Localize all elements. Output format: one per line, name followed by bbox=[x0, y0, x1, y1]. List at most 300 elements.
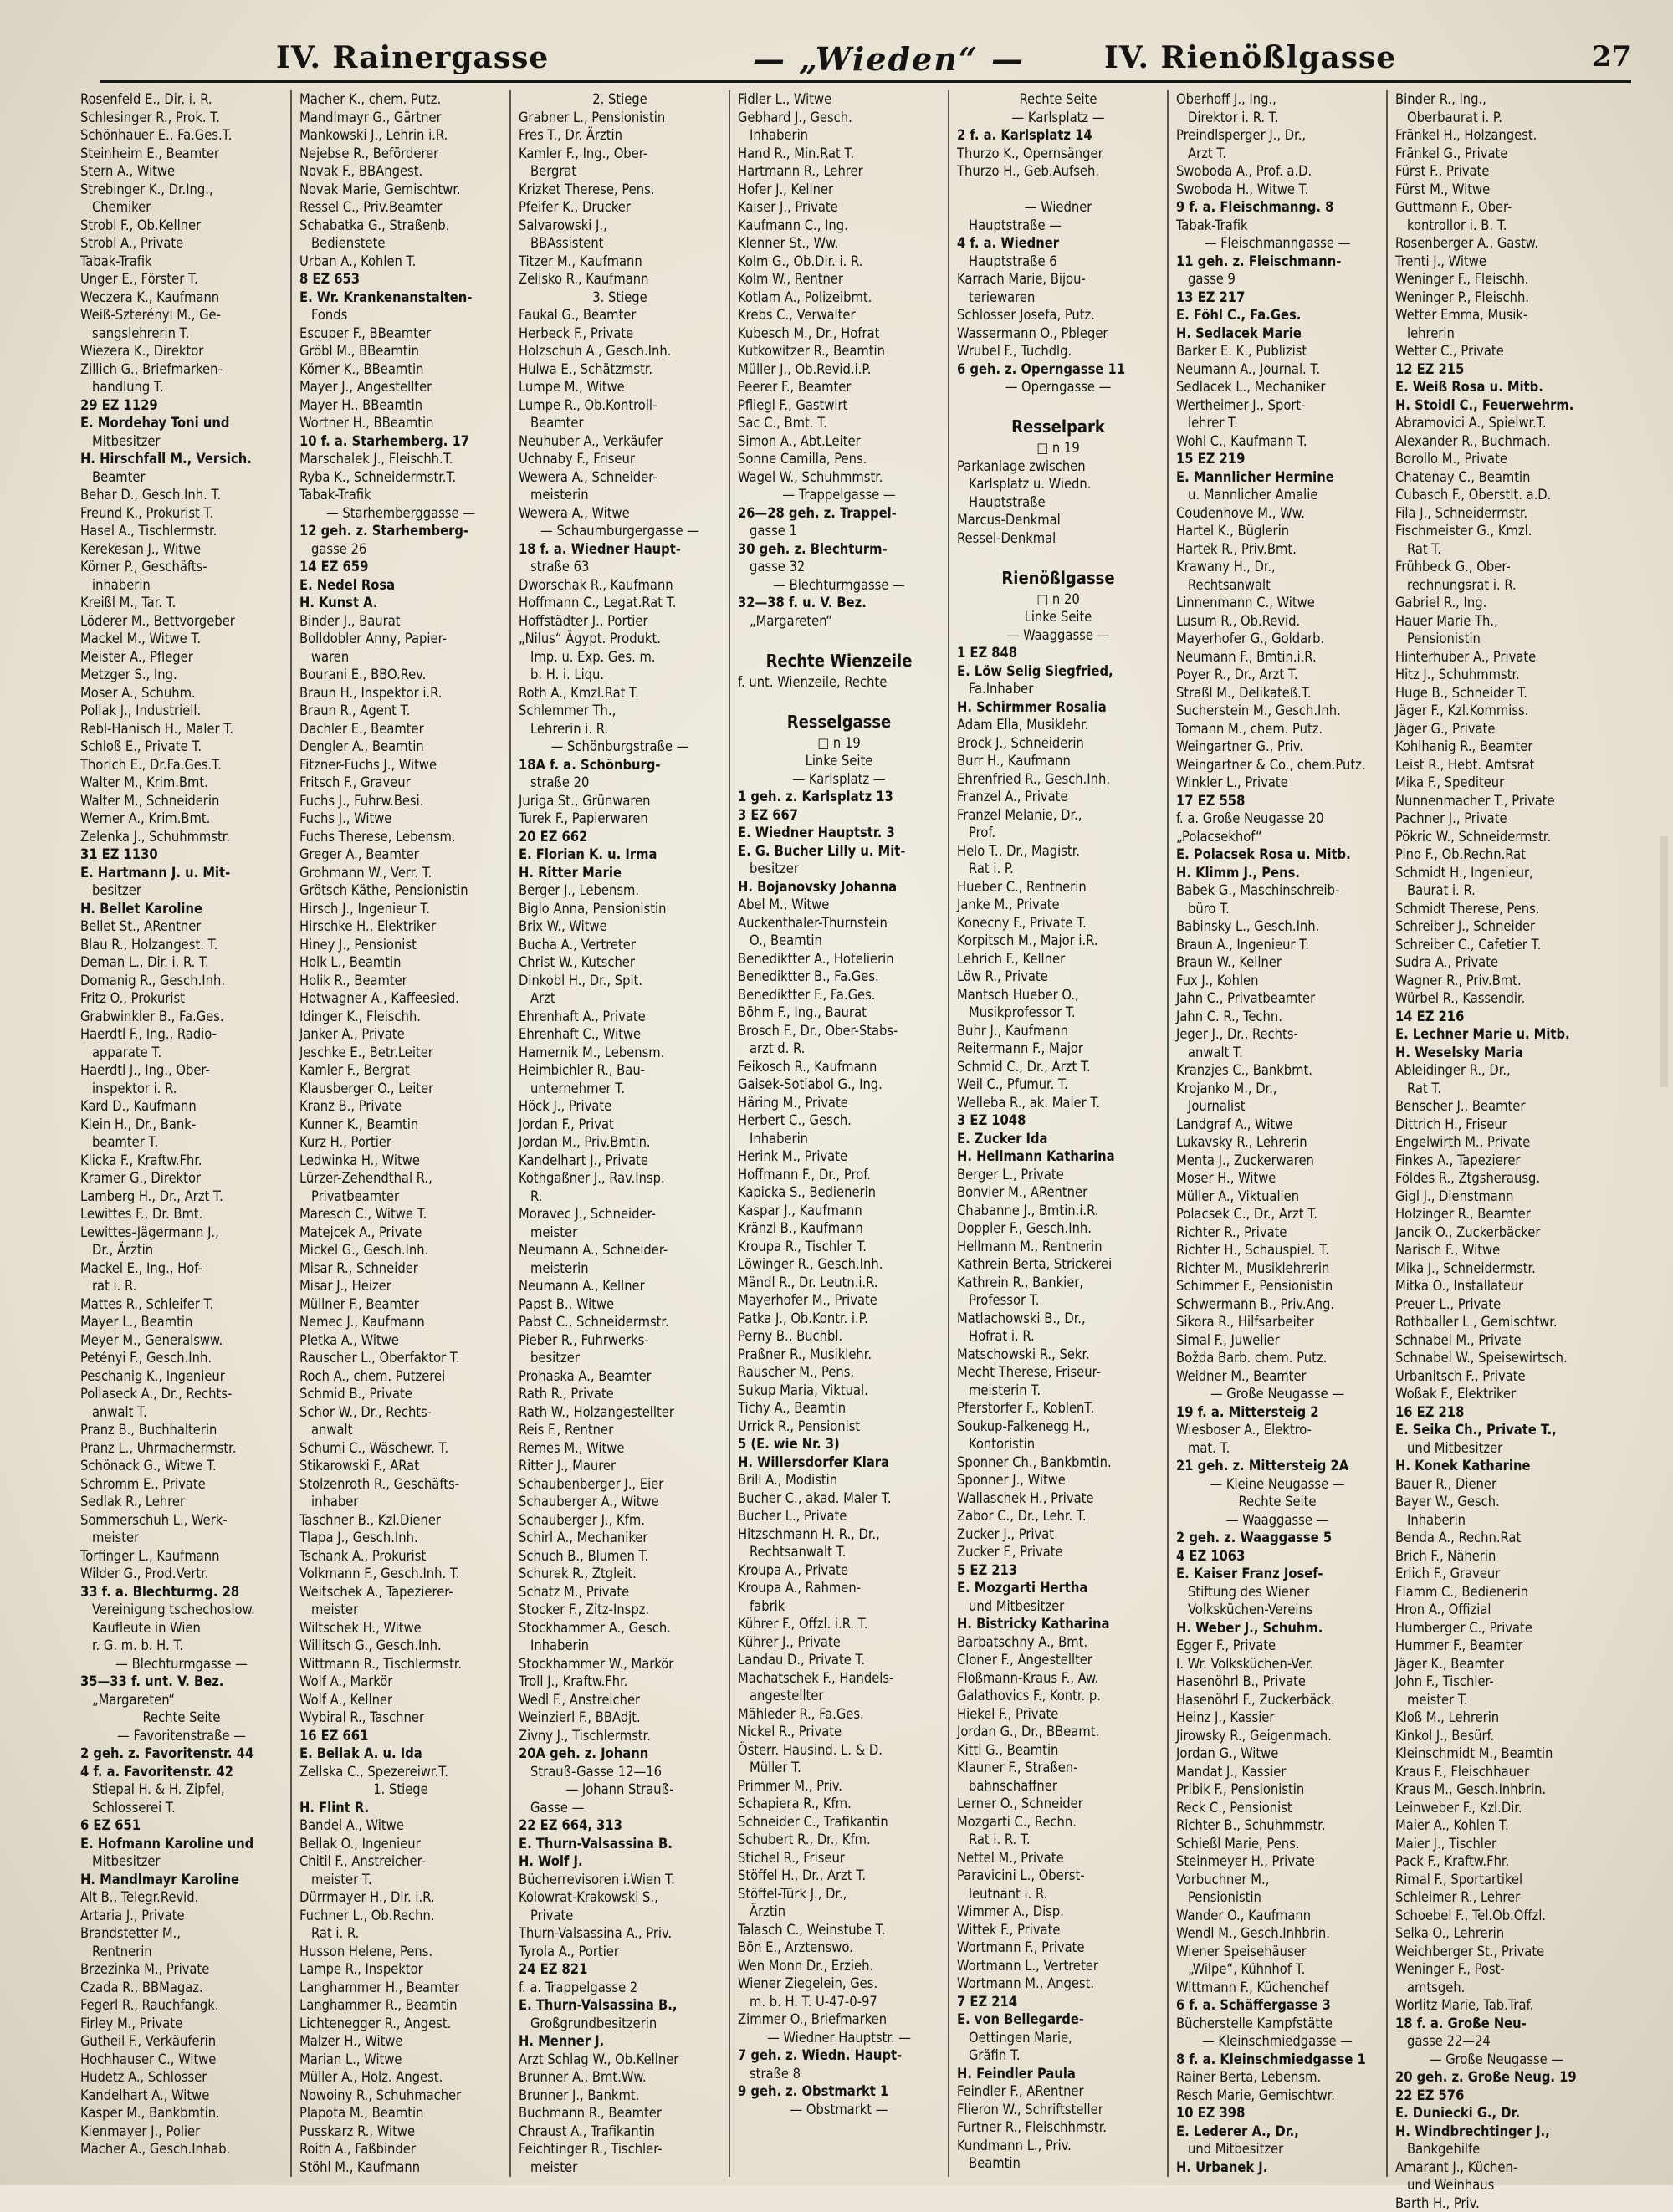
directory-line: f. a. Trappelgasse 2 bbox=[519, 1979, 721, 1997]
directory-line: 10 EZ 398 bbox=[1176, 2104, 1379, 2123]
directory-line: Pfeifer K., Drucker bbox=[519, 198, 721, 217]
directory-line: H. Weselsky Maria bbox=[1395, 1044, 1598, 1062]
directory-line: Simal F., Juwelier bbox=[1176, 1331, 1379, 1350]
directory-line: Sucherstein M., Gesch.Inh. bbox=[1176, 702, 1379, 720]
directory-line: gasse 1 bbox=[738, 522, 940, 540]
directory-line: Wittmann R., Tischlermstr. bbox=[299, 1655, 502, 1673]
directory-line: 32—38 f. u. V. Bez. bbox=[738, 594, 940, 612]
directory-line: E. Polacsek Rosa u. Mitb. bbox=[1176, 845, 1379, 864]
directory-line: Faukal G., Beamter bbox=[519, 306, 721, 324]
directory-line: — Blechturmgasse — bbox=[80, 1655, 283, 1673]
directory-line: Troll J., Kraftw.Fhr. bbox=[519, 1673, 721, 1691]
directory-line: Woßak F., Elektriker bbox=[1395, 1385, 1598, 1403]
directory-line: gasse 9 bbox=[1176, 270, 1379, 289]
directory-line: Lumpe M., Witwe bbox=[519, 378, 721, 396]
directory-line: 7 geh. z. Wiedn. Haupt- bbox=[738, 2046, 940, 2065]
directory-line: H. Wolf J. bbox=[519, 1852, 721, 1871]
directory-line: — Fleischmanngasse — bbox=[1176, 234, 1379, 253]
directory-line: Tabak-Trafik bbox=[1176, 217, 1379, 235]
directory-line: Binder R., Ing., bbox=[1395, 90, 1598, 109]
directory-line: Wolf A., Kellner bbox=[299, 1691, 502, 1709]
directory-line: E. Mozgarti Hertha bbox=[957, 1579, 1159, 1597]
directory-line: Cloner F., Angestellter bbox=[957, 1651, 1159, 1669]
directory-line: H. Flint R. bbox=[299, 1799, 502, 1817]
directory-line: Wittmann F., Küchenchef bbox=[1176, 1979, 1379, 1997]
directory-line: Wendl M., Gesch.Inhbrin. bbox=[1176, 1924, 1379, 1943]
directory-line: Vereinigung tschechoslow. bbox=[80, 1601, 283, 1619]
directory-line: Mayer J., Angestellter bbox=[299, 378, 502, 396]
directory-line: Mitbesitzer bbox=[80, 1852, 283, 1871]
directory-line: Journalist bbox=[1176, 1097, 1379, 1116]
directory-line: Jahn C., Privatbeamter bbox=[1176, 989, 1379, 1008]
directory-line: Richter R., Private bbox=[1176, 1223, 1379, 1242]
directory-line: Gabriel R., Ing. bbox=[1395, 594, 1598, 612]
directory-line: E. Mordehay Toni und bbox=[80, 414, 283, 432]
directory-line: Swoboda H., Witwe T. bbox=[1176, 181, 1379, 199]
directory-line: Barker E. K., Publizist bbox=[1176, 342, 1379, 360]
directory-line: Hartmann R., Lehrer bbox=[738, 162, 940, 181]
directory-line: Schauberger A., Witwe bbox=[519, 1493, 721, 1511]
directory-line: Pferstorfer F., KoblenT. bbox=[957, 1399, 1159, 1418]
directory-line: Schlosserei T. bbox=[80, 1799, 283, 1817]
directory-line: E. Lechner Marie u. Mitb. bbox=[1395, 1025, 1598, 1044]
directory-line: Kunner K., Beamtin bbox=[299, 1116, 502, 1134]
directory-line: Worlitz Marie, Tab.Traf. bbox=[1395, 1996, 1598, 2015]
directory-line: Sudra A., Private bbox=[1395, 953, 1598, 972]
directory-line: Jirowsky R., Geigenmach. bbox=[1176, 1727, 1379, 1745]
directory-line: Buchmann R., Beamter bbox=[519, 2104, 721, 2123]
directory-line: Pusskarz R., Witwe bbox=[299, 2123, 502, 2141]
directory-line: H. Mandlmayr Karoline bbox=[80, 1871, 283, 1889]
directory-line: Kamler F., Bergrat bbox=[299, 1061, 502, 1080]
directory-line: Zabor C., Dr., Lehr. T. bbox=[957, 1507, 1159, 1525]
directory-line: amtsgeh. bbox=[1395, 1979, 1598, 1997]
directory-line: Neumann F., Bmtin.i.R. bbox=[1176, 648, 1379, 667]
directory-line: Schleimer R., Lehrer bbox=[1395, 1888, 1598, 1907]
directory-line: und Mitbesitzer bbox=[1395, 1439, 1598, 1458]
directory-line: Artaria J., Private bbox=[80, 1907, 283, 1925]
directory-line: Matlachowski B., Dr., bbox=[957, 1310, 1159, 1328]
directory-line: Schor W., Dr., Rechts- bbox=[299, 1403, 502, 1422]
directory-line: Ritter J., Maurer bbox=[519, 1457, 721, 1475]
directory-line: Berger J., Lebensm. bbox=[519, 881, 721, 900]
directory-line: 35—33 f. unt. V. Bez. bbox=[80, 1673, 283, 1691]
directory-columns bbox=[80, 90, 1640, 2177]
directory-line: Kathrein R., Bankier, bbox=[957, 1274, 1159, 1292]
directory-line: Schönhauer E., Fa.Ges.T. bbox=[80, 126, 283, 145]
directory-line: Christ W., Kutscher bbox=[519, 953, 721, 972]
directory-line: Rainer Berta, Lebensm. bbox=[1176, 2068, 1379, 2087]
directory-line: Franzel A., Private bbox=[957, 788, 1159, 806]
directory-line: Stiepal H. & H. Zipfel, bbox=[80, 1780, 283, 1799]
directory-line: Reck C., Pensionist bbox=[1176, 1799, 1379, 1817]
directory-line: Meister A., Pfleger bbox=[80, 648, 283, 667]
directory-line: Kramer G., Direktor bbox=[80, 1169, 283, 1188]
directory-line: Kotlam A., Polizeibmt. bbox=[738, 289, 940, 307]
directory-line: H. Urbanek J. bbox=[1176, 2158, 1379, 2177]
directory-line: Pökric W., Schneidermstr. bbox=[1395, 828, 1598, 846]
directory-line: Thurn-Valsassina A., Priv. bbox=[519, 1924, 721, 1943]
directory-line: Braun A., Ingenieur T. bbox=[1176, 936, 1379, 954]
directory-line: Ryba K., Schneidermstr.T. bbox=[299, 468, 502, 487]
directory-line: Torfinger L., Kaufmann bbox=[80, 1547, 283, 1566]
directory-line: Kothgaßner J., Rav.Insp. bbox=[519, 1169, 721, 1188]
directory-line: Kienmayer J., Polier bbox=[80, 2123, 283, 2141]
directory-line: und Mitbesitzer bbox=[957, 1597, 1159, 1616]
directory-line: Pieber R., Fuhrwerks- bbox=[519, 1331, 721, 1350]
directory-line: Fitzner-Fuchs J., Witwe bbox=[299, 756, 502, 774]
directory-line: Kaiser J., Private bbox=[738, 198, 940, 217]
directory-line: 29 EZ 1129 bbox=[80, 396, 283, 415]
directory-line: Maier A., Kohlen T. bbox=[1395, 1816, 1598, 1835]
directory-line: Dittrich H., Friseur bbox=[1395, 1116, 1598, 1134]
directory-line: Maier J., Tischler bbox=[1395, 1835, 1598, 1853]
directory-line: Pranz L., Uhrmachermstr. bbox=[80, 1439, 283, 1458]
directory-line: Leinweber F., Kzl.Dir. bbox=[1395, 1799, 1598, 1817]
header-district: — „Wieden“ — bbox=[753, 40, 1025, 78]
directory-line: Mika J., Schneidermstr. bbox=[1395, 1259, 1598, 1278]
directory-line: Fuchner L., Ob.Rechn. bbox=[299, 1907, 502, 1925]
directory-line: Resselpark bbox=[957, 414, 1159, 439]
directory-line: Heimbichler R., Bau- bbox=[519, 1061, 721, 1080]
directory-line: Hauptstraße 6 bbox=[957, 253, 1159, 271]
directory-line: E. Bellak A. u. Ida bbox=[299, 1745, 502, 1763]
directory-line: Fidler L., Witwe bbox=[738, 90, 940, 109]
directory-line: anwalt T. bbox=[80, 1403, 283, 1422]
directory-line: E. Zucker Ida bbox=[957, 1130, 1159, 1148]
directory-line: und Mitbesitzer bbox=[1176, 2140, 1379, 2158]
directory-line: Hasenöhrl F., Zuckerbäck. bbox=[1176, 1691, 1379, 1709]
directory-line: Holzinger R., Beamter bbox=[1395, 1205, 1598, 1223]
directory-line: arzt d. R. bbox=[738, 1040, 940, 1058]
directory-line: Kard D., Kaufmann bbox=[80, 1097, 283, 1116]
directory-line: Schuch B., Blumen T. bbox=[519, 1547, 721, 1566]
directory-line: H. Schirmmer Rosalia bbox=[957, 698, 1159, 717]
directory-line: H. Menner J. bbox=[519, 2032, 721, 2051]
directory-line: fabrik bbox=[738, 1597, 940, 1616]
directory-line: Chatenay C., Beamtin bbox=[1395, 468, 1598, 487]
directory-line: „Polacsekhof“ bbox=[1176, 828, 1379, 846]
directory-line: Sikora R., Hilfsarbeiter bbox=[1176, 1313, 1379, 1331]
directory-line: Kerekesan J., Witwe bbox=[80, 540, 283, 559]
directory-line: 6 geh. z. Operngasse 11 bbox=[957, 360, 1159, 379]
directory-line: Furtner R., Fleischhmstr. bbox=[957, 2118, 1159, 2137]
directory-line: Mozgarti C., Rechn. bbox=[957, 1813, 1159, 1831]
directory-line: Lehrich F., Kellner bbox=[957, 950, 1159, 968]
directory-line: Hauptstraße — bbox=[957, 217, 1159, 235]
directory-line: Chemiker bbox=[80, 198, 283, 217]
directory-line: „Margareten“ bbox=[738, 612, 940, 631]
directory-line: Hand R., Min.Rat T. bbox=[738, 145, 940, 163]
directory-line: Praßner R., Musiklehr. bbox=[738, 1346, 940, 1364]
directory-line: Stern A., Witwe bbox=[80, 162, 283, 181]
directory-line: Haerdtl F., Ing., Radio- bbox=[80, 1025, 283, 1044]
directory-line: Egger F., Private bbox=[1176, 1637, 1379, 1655]
directory-line: Coudenhove M., Ww. bbox=[1176, 504, 1379, 523]
directory-line: Schlosser Josefa, Putz. bbox=[957, 306, 1159, 324]
directory-line: Rothballer L., Gemischtwr. bbox=[1395, 1313, 1598, 1331]
directory-line: Tichy A., Beamtin bbox=[738, 1399, 940, 1418]
directory-line: H. Kunst A. bbox=[299, 594, 502, 612]
directory-line: Schimmer F., Pensionistin bbox=[1176, 1277, 1379, 1295]
directory-line: Schumi C., Wäschewr. T. bbox=[299, 1439, 502, 1458]
directory-line: Preindlsperger J., Dr., bbox=[1176, 126, 1379, 145]
directory-line: Mattes R., Schleifer T. bbox=[80, 1295, 283, 1314]
directory-line: Schönack G., Witwe T. bbox=[80, 1457, 283, 1475]
directory-line: r. G. m. b. H. T. bbox=[80, 1637, 283, 1655]
directory-line: Lumpe R., Ob.Kontroll- bbox=[519, 396, 721, 415]
directory-line: Matschowski R., Sekr. bbox=[957, 1346, 1159, 1364]
directory-line: Wortmann F., Private bbox=[957, 1939, 1159, 1957]
directory-line: H. Klimm J., Pens. bbox=[1176, 864, 1379, 882]
directory-line: Lerner O., Schneider bbox=[957, 1795, 1159, 1813]
directory-line: R. bbox=[519, 1188, 721, 1206]
directory-line: — Karlsplatz — bbox=[957, 109, 1159, 127]
directory-line: Stiftung des Wiener bbox=[1176, 1583, 1379, 1602]
directory-line: Pack F., Kraftw.Fhr. bbox=[1395, 1852, 1598, 1871]
directory-line: besitzer bbox=[519, 1349, 721, 1367]
directory-line bbox=[957, 396, 1159, 415]
directory-line: Prof. bbox=[957, 824, 1159, 842]
directory-line: Rechtsanwalt T. bbox=[738, 1543, 940, 1561]
directory-line: Jäger F., Kzl.Kommiss. bbox=[1395, 702, 1598, 720]
directory-line: Tschank A., Prokurist bbox=[299, 1547, 502, 1566]
directory-line: Pensionistin bbox=[1176, 1888, 1379, 1907]
directory-line: Humberger C., Private bbox=[1395, 1619, 1598, 1637]
directory-line: Weidner M., Beamter bbox=[1176, 1367, 1379, 1386]
column-2 bbox=[299, 90, 502, 2177]
directory-line: Fischmeister G., Kmzl. bbox=[1395, 522, 1598, 540]
directory-line: besitzer bbox=[80, 881, 283, 900]
directory-line: Schwermann B., Priv.Ang. bbox=[1176, 1295, 1379, 1314]
directory-line: Schmid C., Dr., Arzt T. bbox=[957, 1058, 1159, 1076]
directory-line: Linke Seite bbox=[738, 752, 940, 770]
directory-line: Häring M., Private bbox=[738, 1094, 940, 1112]
directory-line: anwalt T. bbox=[1176, 1044, 1379, 1062]
directory-line: Stockhammer W., Markör bbox=[519, 1655, 721, 1673]
directory-line: Unger E., Förster T. bbox=[80, 270, 283, 289]
directory-line: Schloß E., Private T. bbox=[80, 738, 283, 756]
directory-line: Zimmer O., Briefmarken bbox=[738, 2010, 940, 2029]
directory-line: 14 EZ 216 bbox=[1395, 1008, 1598, 1026]
directory-line: Wohl C., Kaufmann T. bbox=[1176, 432, 1379, 451]
directory-line: Sac C., Bmt. T. bbox=[738, 414, 940, 432]
directory-line: Fuchs J., Witwe bbox=[299, 810, 502, 828]
directory-line: Hinterhuber A., Private bbox=[1395, 648, 1598, 667]
directory-line: Rosenfeld E., Dir. i. R. bbox=[80, 90, 283, 109]
directory-line: Inhaberin bbox=[1395, 1511, 1598, 1530]
directory-line: Rat i. P. bbox=[957, 860, 1159, 878]
directory-line: Bandel A., Witwe bbox=[299, 1816, 502, 1835]
directory-line: Urban A., Kohlen T. bbox=[299, 253, 502, 271]
directory-line: Rechte Seite bbox=[957, 90, 1159, 109]
directory-line: E. Duniecki G., Dr. bbox=[1395, 2104, 1598, 2123]
directory-line: Greger A., Beamter bbox=[299, 845, 502, 864]
directory-line: Borollo M., Private bbox=[1395, 450, 1598, 468]
directory-line: Löw R., Private bbox=[957, 968, 1159, 986]
directory-line: E. Löw Selig Siegfried, bbox=[957, 662, 1159, 681]
directory-line: Holzschuh A., Gesch.Inh. bbox=[519, 342, 721, 360]
directory-line: Neuhuber A., Verkäufer bbox=[519, 432, 721, 451]
directory-line: Babek G., Maschinschreib- bbox=[1176, 881, 1379, 900]
directory-line: Malzer H., Witwe bbox=[299, 2032, 502, 2051]
directory-line: Weinzierl F., BBAdjt. bbox=[519, 1709, 721, 1727]
directory-line: Remes M., Witwe bbox=[519, 1439, 721, 1458]
column-3 bbox=[519, 90, 721, 2177]
directory-line: Wolf A., Markör bbox=[299, 1673, 502, 1691]
directory-line: Schlesinger R., Prok. T. bbox=[80, 109, 283, 127]
directory-line: Peerer F., Beamter bbox=[738, 378, 940, 396]
directory-line bbox=[957, 181, 1159, 199]
directory-line: Kroupa R., Tischler T. bbox=[738, 1238, 940, 1256]
directory-line: Kutkowitzer R., Beamtin bbox=[738, 342, 940, 360]
directory-line: H. Ritter Marie bbox=[519, 864, 721, 882]
directory-line: Macher A., Gesch.Inhab. bbox=[80, 2140, 283, 2158]
directory-line: Volkmann F., Gesch.Inh. T. bbox=[299, 1565, 502, 1583]
directory-line: Hummer F., Beamter bbox=[1395, 1637, 1598, 1655]
directory-line: anwalt bbox=[299, 1421, 502, 1439]
directory-line: 6 f. a. Schäffergasse 3 bbox=[1176, 1996, 1379, 2015]
directory-line: — Kleine Neugasse — bbox=[1176, 1475, 1379, 1494]
directory-line: Peschanig K., Ingenieur bbox=[80, 1367, 283, 1386]
directory-line: 21 geh. z. Mittersteig 2A bbox=[1176, 1457, 1379, 1475]
directory-line: Böhm F., Ing., Baurat bbox=[738, 1004, 940, 1022]
column-1 bbox=[80, 90, 283, 2177]
directory-line: Wetter Emma, Musik- bbox=[1395, 306, 1598, 324]
directory-line: Adam Ella, Musiklehr. bbox=[957, 716, 1159, 734]
directory-line: Stolzenroth R., Geschäfts- bbox=[299, 1475, 502, 1494]
directory-line: Menta J., Zuckerwaren bbox=[1176, 1152, 1379, 1170]
directory-line: Papst B., Witwe bbox=[519, 1295, 721, 1314]
directory-line bbox=[738, 630, 940, 648]
directory-line: Kaspar J., Kaufmann bbox=[738, 1202, 940, 1220]
directory-line: Jordan G., Dr., BBeamt. bbox=[957, 1723, 1159, 1741]
directory-line: Soukup-Falkenegg H., bbox=[957, 1418, 1159, 1436]
directory-line: 10 f. a. Starhemberg. 17 bbox=[299, 432, 502, 451]
directory-line: E. Hofmann Karoline und bbox=[80, 1835, 283, 1853]
directory-line: Schneider C., Trafikantin bbox=[738, 1813, 940, 1831]
directory-line: Fonds bbox=[299, 306, 502, 324]
directory-line: Kaufmann C., Ing. bbox=[738, 217, 940, 235]
directory-line: f. unt. Wienzeile, Rechte bbox=[738, 673, 940, 692]
column-7 bbox=[1395, 90, 1598, 2177]
directory-line: Wewera A., Witwe bbox=[519, 504, 721, 523]
directory-line: Rosenberger A., Gastw. bbox=[1395, 234, 1598, 253]
directory-line: Misar R., Schneider bbox=[299, 1259, 502, 1278]
directory-line: — Waaggasse — bbox=[1176, 1511, 1379, 1530]
directory-line: 18 f. a. Große Neu- bbox=[1395, 2015, 1598, 2033]
directory-line: Klicka F., Kraftw.Fhr. bbox=[80, 1152, 283, 1170]
directory-line: und Weinhaus bbox=[1395, 2176, 1598, 2194]
directory-line: 2 geh. z. Favoritenstr. 44 bbox=[80, 1745, 283, 1763]
directory-line: Krawany H., Dr., bbox=[1176, 558, 1379, 576]
directory-line: Behar D., Gesch.Inh. T. bbox=[80, 486, 283, 504]
directory-line: Kraus F., Fleischhauer bbox=[1395, 1763, 1598, 1781]
directory-line: Sommerschuh L., Werk- bbox=[80, 1511, 283, 1530]
directory-line: Selka O., Lehrerin bbox=[1395, 1924, 1598, 1943]
directory-line: Bücherstelle Kampfstätte bbox=[1176, 2015, 1379, 2033]
directory-line: Jahn C. R., Techn. bbox=[1176, 1008, 1379, 1026]
directory-line: Pino F., Ob.Rechn.Rat bbox=[1395, 845, 1598, 864]
directory-line: Pollaseck A., Dr., Rechts- bbox=[80, 1385, 283, 1403]
directory-line: Feikosch R., Kaufmann bbox=[738, 1058, 940, 1076]
directory-line: Fürst M., Witwe bbox=[1395, 181, 1598, 199]
directory-line: Schubert R., Dr., Kfm. bbox=[738, 1831, 940, 1849]
directory-line: Kandelhart J., Private bbox=[519, 1152, 721, 1170]
directory-line: rechnungsrat i. R. bbox=[1395, 576, 1598, 595]
directory-line: Inhaberin bbox=[519, 1637, 721, 1655]
directory-line: Lukavsky R., Lehrerin bbox=[1176, 1133, 1379, 1152]
directory-line: inhaber bbox=[299, 1493, 502, 1511]
directory-line: — Blechturmgasse — bbox=[738, 576, 940, 595]
directory-line: Fres T., Dr. Ärztin bbox=[519, 126, 721, 145]
directory-line: Domanig R., Gesch.Inh. bbox=[80, 972, 283, 990]
directory-line: Stikarowski F., ARat bbox=[299, 1457, 502, 1475]
directory-line: Dürrmayer H., Dir. i.R. bbox=[299, 1888, 502, 1907]
directory-line: Richter M., Musiklehrerin bbox=[1176, 1259, 1379, 1278]
directory-line: Feindler F., ARentner bbox=[957, 2082, 1159, 2101]
directory-line: Hron A., Offizial bbox=[1395, 1601, 1598, 1619]
directory-line: Kubesch M., Dr., Hofrat bbox=[738, 324, 940, 343]
directory-line: Janke M., Private bbox=[957, 896, 1159, 914]
directory-line: Schmid B., Private bbox=[299, 1385, 502, 1403]
directory-line: H. Hirschfall M., Versich. bbox=[80, 450, 283, 468]
directory-line: Großgrundbesitzerin bbox=[519, 2015, 721, 2033]
directory-line: 1 EZ 848 bbox=[957, 644, 1159, 662]
directory-line: Rauscher M., Pens. bbox=[738, 1363, 940, 1382]
directory-line: Richter H., Schauspiel. T. bbox=[1176, 1241, 1379, 1259]
directory-line: Hauptstraße bbox=[957, 493, 1159, 512]
directory-line: Bauer R., Diener bbox=[1395, 1475, 1598, 1494]
directory-line: Müller T. bbox=[738, 1759, 940, 1777]
directory-line: Deman L., Dir. i. R. T. bbox=[80, 953, 283, 972]
directory-line: Kundmann L., Priv. bbox=[957, 2137, 1159, 2155]
directory-line: Heinz J., Kassier bbox=[1176, 1709, 1379, 1727]
directory-line: Franzel Melanie, Dr., bbox=[957, 806, 1159, 825]
directory-line: Kolowrat-Krakowski S., bbox=[519, 1888, 721, 1907]
directory-line: Matejcek A., Private bbox=[299, 1223, 502, 1242]
directory-line: Holik R., Beamter bbox=[299, 972, 502, 990]
directory-line: Abramovici A., Spielwr.T. bbox=[1395, 414, 1598, 432]
directory-line: Musikprofessor T. bbox=[957, 1004, 1159, 1022]
directory-line: Feichtinger R., Tischler- bbox=[519, 2140, 721, 2158]
directory-line: E. Mannlicher Hermine bbox=[1176, 468, 1379, 487]
directory-line: Lusum R., Ob.Revid. bbox=[1176, 612, 1379, 631]
directory-line: Idinger K., Fleischh. bbox=[299, 1008, 502, 1026]
directory-line: Kreißl M., Tar. T. bbox=[80, 594, 283, 612]
directory-line: Schurek R., Ztgleit. bbox=[519, 1565, 721, 1583]
directory-line: 31 EZ 1130 bbox=[80, 845, 283, 864]
directory-line: Reis F., Rentner bbox=[519, 1421, 721, 1439]
directory-line: Dinkobl H., Dr., Spit. bbox=[519, 972, 721, 990]
directory-line: Leist R., Hebt. Amtsrat bbox=[1395, 756, 1598, 774]
directory-line: Macher K., chem. Putz. bbox=[299, 90, 502, 109]
directory-line: inhaberin bbox=[80, 576, 283, 595]
directory-line: 11 geh. z. Fleischmann- bbox=[1176, 253, 1379, 271]
directory-line: I. Wr. Volksküchen-Ver. bbox=[1176, 1655, 1379, 1673]
directory-line: E. Weiß Rosa u. Mitb. bbox=[1395, 378, 1598, 396]
directory-line: Ehrenhaft C., Witwe bbox=[519, 1025, 721, 1044]
directory-line: Brzezinka M., Private bbox=[80, 1960, 283, 1979]
directory-line: 3 EZ 1048 bbox=[957, 1111, 1159, 1130]
directory-line: Resselgasse bbox=[738, 709, 940, 734]
directory-line: Urbanitsch F., Private bbox=[1395, 1367, 1598, 1386]
directory-line: 5 (E. wie Nr. 3) bbox=[738, 1435, 940, 1453]
directory-line: Husson Helene, Pens. bbox=[299, 1943, 502, 1961]
directory-line: meisterin bbox=[519, 1259, 721, 1278]
directory-line: Stockhammer A., Gesch. bbox=[519, 1619, 721, 1637]
directory-line: Rechte Seite bbox=[80, 1709, 283, 1727]
